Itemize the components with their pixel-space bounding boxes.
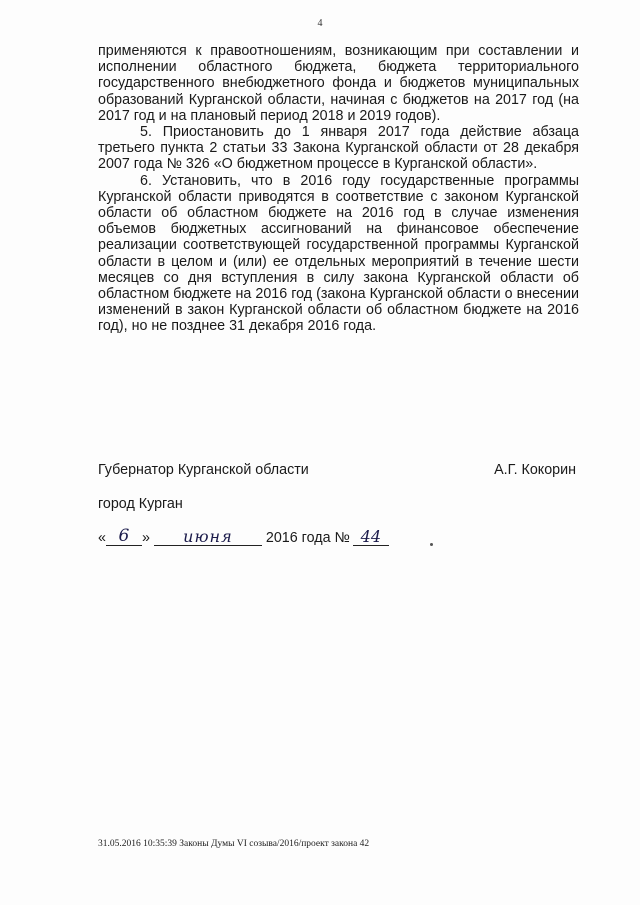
- signatory-title: Губернатор Курганской области: [98, 462, 309, 478]
- city-line: город Курган: [98, 496, 183, 512]
- handwritten-law-number: 44: [353, 528, 389, 546]
- stray-mark: [430, 543, 433, 546]
- year-number-label: 2016 года №: [265, 530, 350, 546]
- paragraph-continuation: применяются к правоотношениям, возникающим при составлении и исполнении областного бюджета, бюджета территориального государственного внебюджетного фонда и бюджетов муниципальных образований Курганской области, начиная с бюджетов на 2017 год (на 2017 год и на плановый период 2018 и 2019 годов).: [98, 43, 579, 124]
- handwritten-month: июня: [154, 528, 262, 546]
- document-body: [98, 43, 579, 335]
- date-number-line: [98, 528, 389, 546]
- paragraph-item-6: 6. Установить, что в 2016 году государственные программы Курганской области приводятся в соответствие с законом Курганской области об областном бюджете на 2016 год в случае изменения объемов бюджетных ассигнований на финансовое обеспечение реализации соответствующей государственной программы Курганской области в целом и (или) ее отдельных мероприятий в течение шести месяцев со дня вступления в силу закона Курганской области об областном бюджете на 2016 год (закона Курганской области о внесении изменений в закон Курганской области об областном бюджете на 2016 год), но не позднее 31 декабря 2016 года.: [98, 172, 579, 335]
- open-quote: «: [98, 530, 106, 546]
- signatory-name: А.Г. Кокорин: [494, 462, 576, 478]
- page-number: 4: [317, 18, 323, 29]
- handwritten-day: 6: [106, 528, 142, 546]
- paragraph-item-5: 5. Приостановить до 1 января 2017 года действие абзаца третьего пункта 2 статьи 33 Закона Курганской области от 28 декабря 2007 года № 326 «О бюджетном процессе в Курганской области».: [98, 124, 579, 173]
- signature-block: [98, 462, 576, 478]
- file-footer: 31.05.2016 10:35:39 Законы Думы VI созыва/2016/проект закона 42: [98, 839, 370, 849]
- close-quote: »: [141, 530, 150, 546]
